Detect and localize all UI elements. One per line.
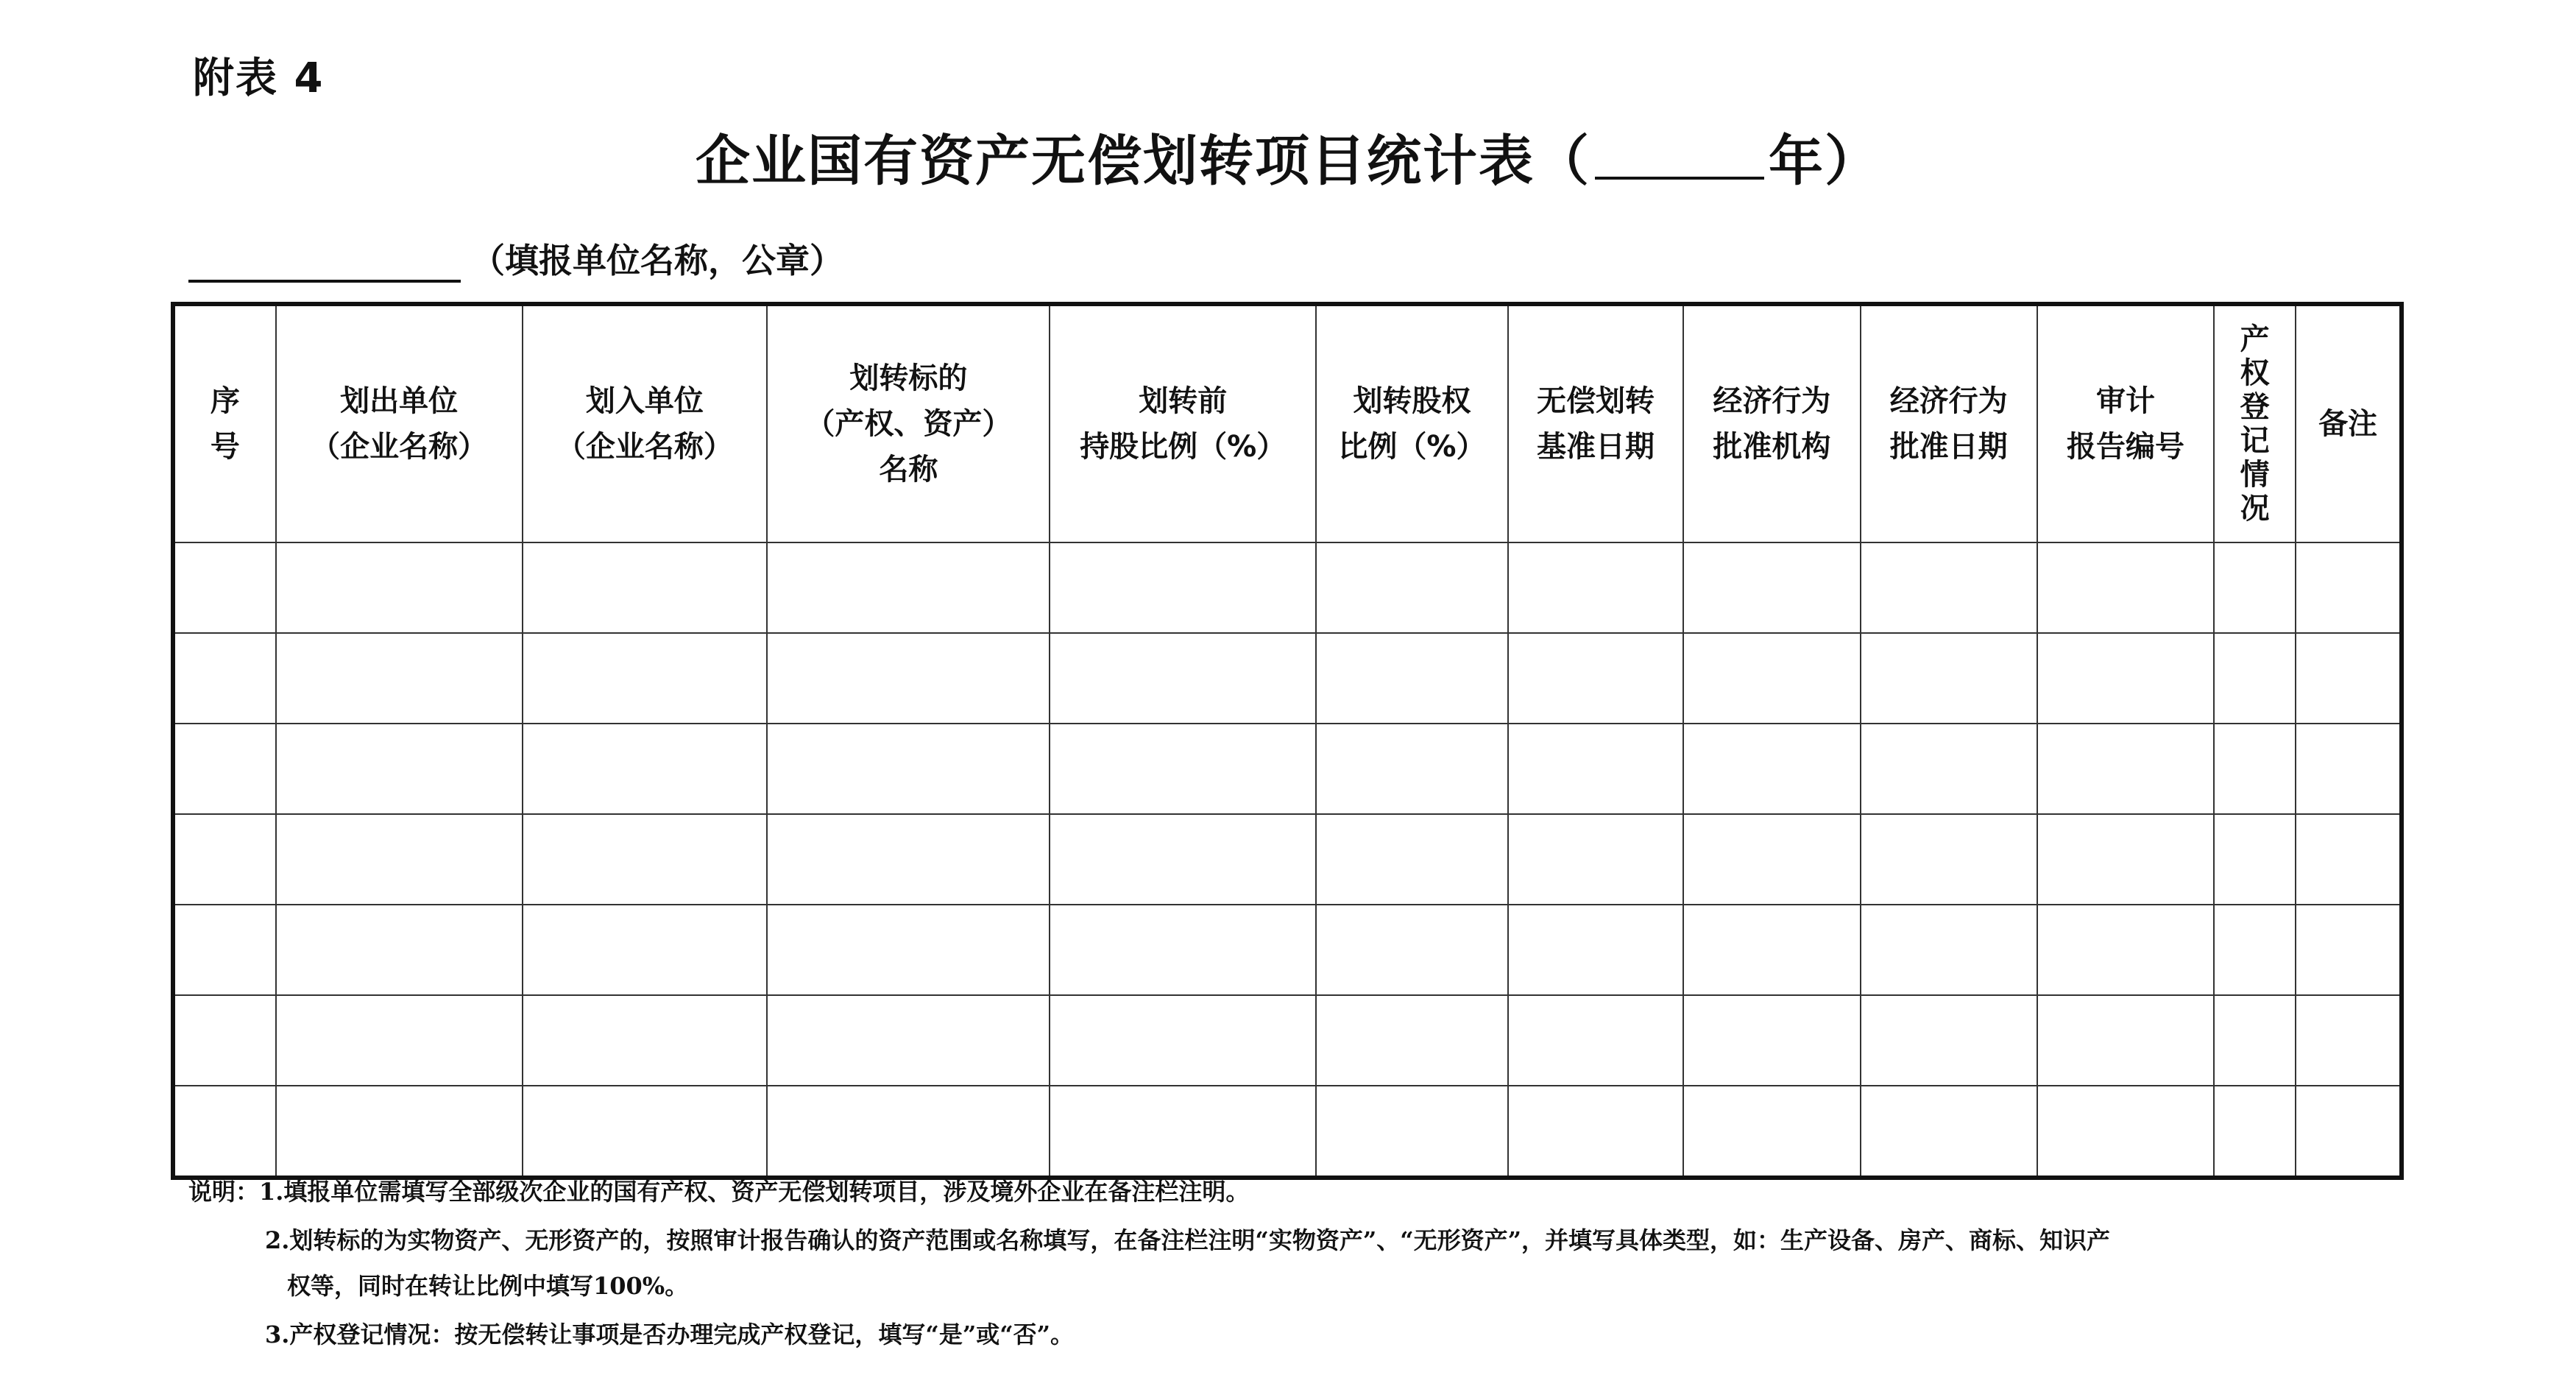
header-transfer-out-l2: （企业名称） <box>311 430 488 464</box>
table-cell[interactable] <box>523 1086 768 1178</box>
header-audit-report-l2: 报告编号 <box>2067 430 2185 464</box>
header-transfer-out <box>276 304 523 542</box>
header-remarks <box>2296 304 2402 542</box>
table-row <box>173 814 2402 905</box>
table-cell[interactable] <box>2037 995 2214 1086</box>
table-cell[interactable] <box>2037 724 2214 814</box>
table-cell[interactable] <box>523 995 768 1086</box>
table-cell[interactable] <box>1316 1086 1508 1178</box>
header-audit-report <box>2037 304 2214 542</box>
table-cell[interactable] <box>2037 814 2214 905</box>
table-cell[interactable] <box>767 1086 1050 1178</box>
table-cell[interactable] <box>767 633 1050 724</box>
header-serial-l1: 序 <box>210 384 240 418</box>
table-cell[interactable] <box>1508 633 1683 724</box>
header-target-l1: 划转标的 <box>849 361 968 395</box>
note-3: 3.产权登记情况：按无偿转让事项是否办理完成产权登记，填写“是”或“否”。 <box>265 1321 1075 1348</box>
notes-label: 说明： <box>188 1178 260 1206</box>
table-cell[interactable] <box>1861 1086 2037 1178</box>
header-target-l3: 名称 <box>879 453 938 487</box>
table-cell[interactable] <box>173 1086 276 1178</box>
table-cell[interactable] <box>767 542 1050 633</box>
table-cell[interactable] <box>276 633 523 724</box>
table-cell[interactable] <box>2296 542 2402 633</box>
table-cell[interactable] <box>1508 542 1683 633</box>
table-cell[interactable] <box>1508 905 1683 995</box>
header-transfer-out-l1: 划出单位 <box>340 384 459 418</box>
table-cell[interactable] <box>1683 724 1860 814</box>
table-cell[interactable] <box>767 995 1050 1086</box>
table-cell[interactable] <box>1683 995 1860 1086</box>
header-equity-ratio-l1: 划转股权 <box>1353 384 1471 418</box>
header-registration <box>2214 304 2296 542</box>
header-registration-l4: 记 <box>2240 424 2270 458</box>
table-cell[interactable] <box>1316 995 1508 1086</box>
table-cell[interactable] <box>1316 724 1508 814</box>
header-approval-date-l2: 批准日期 <box>1889 430 2008 464</box>
table-cell[interactable] <box>2214 905 2296 995</box>
header-approval-date <box>1861 304 2037 542</box>
header-remarks-l1: 备注 <box>2318 407 2378 441</box>
table-cell[interactable] <box>276 542 523 633</box>
table-cell[interactable] <box>2296 995 2402 1086</box>
table-cell[interactable] <box>173 542 276 633</box>
table-cell[interactable] <box>2214 633 2296 724</box>
table-cell[interactable] <box>1316 633 1508 724</box>
header-approval-org-l2: 批准机构 <box>1713 430 1831 464</box>
header-base-date <box>1508 304 1683 542</box>
year-blank-line <box>1595 132 1764 180</box>
table-cell[interactable] <box>1683 905 1860 995</box>
table-cell[interactable] <box>1316 814 1508 905</box>
table-cell[interactable] <box>767 724 1050 814</box>
table-cell[interactable] <box>1050 995 1316 1086</box>
table-cell[interactable] <box>2214 1086 2296 1178</box>
table-cell[interactable] <box>1508 724 1683 814</box>
table-cell[interactable] <box>276 724 523 814</box>
table-cell[interactable] <box>1861 724 2037 814</box>
table-cell[interactable] <box>1861 995 2037 1086</box>
header-equity-ratio-l2: 比例（%） <box>1338 430 1486 464</box>
table-cell[interactable] <box>2296 724 2402 814</box>
table-cell[interactable] <box>1050 724 1316 814</box>
table-cell[interactable] <box>767 814 1050 905</box>
table-cell[interactable] <box>276 814 523 905</box>
statistics-table <box>171 302 2404 1180</box>
header-registration-l6: 况 <box>2240 492 2270 526</box>
header-row <box>173 304 2402 542</box>
header-audit-report-l1: 审计 <box>2096 384 2156 418</box>
table-cell[interactable] <box>276 905 523 995</box>
table-row <box>173 995 2402 1086</box>
header-registration-l5: 情 <box>2240 458 2270 492</box>
table-cell[interactable] <box>2296 905 2402 995</box>
table-cell[interactable] <box>173 814 276 905</box>
table-cell[interactable] <box>1861 814 2037 905</box>
table-cell[interactable] <box>1683 814 1860 905</box>
table-cell[interactable] <box>523 724 768 814</box>
table-cell[interactable] <box>173 905 276 995</box>
table-cell[interactable] <box>523 633 768 724</box>
note-1: 1.填报单位需填写全部级次企业的国有产权、资产无偿划转项目，涉及境外企业在备注栏注明。 <box>259 1178 1250 1206</box>
table-row <box>173 724 2402 814</box>
table-row <box>173 1086 2402 1178</box>
table-cell[interactable] <box>2296 814 2402 905</box>
table-row <box>173 905 2402 995</box>
table-cell[interactable] <box>523 814 768 905</box>
table-cell[interactable] <box>2214 814 2296 905</box>
table-cell[interactable] <box>523 542 768 633</box>
header-equity-ratio <box>1316 304 1508 542</box>
page-title <box>0 118 2576 196</box>
table-cell[interactable] <box>2037 905 2214 995</box>
header-serial <box>173 304 276 542</box>
header-registration-l3: 登 <box>2240 390 2270 424</box>
header-base-date-l2: 基准日期 <box>1537 430 1655 464</box>
header-registration-l2: 权 <box>2240 356 2270 390</box>
header-target <box>767 304 1050 542</box>
title-suffix: 年） <box>1769 130 1880 193</box>
header-approval-org <box>1683 304 1860 542</box>
header-approval-date-l1: 经济行为 <box>1889 384 2008 418</box>
fill-unit-label: （填报单位名称，公章） <box>471 241 843 280</box>
note-2b: 权等，同时在转让比例中填写100%。 <box>287 1272 689 1300</box>
header-pre-ratio <box>1050 304 1316 542</box>
note-line-1 <box>188 1173 1249 1207</box>
table-cell[interactable] <box>2214 542 2296 633</box>
header-registration-l1: 产 <box>2240 322 2270 356</box>
table-cell[interactable] <box>1316 905 1508 995</box>
header-transfer-in-l1: 划入单位 <box>585 384 704 418</box>
table-cell[interactable] <box>523 905 768 995</box>
table-cell[interactable] <box>2037 542 2214 633</box>
table-body <box>173 542 2402 1178</box>
table-cell[interactable] <box>1508 995 1683 1086</box>
table-cell[interactable] <box>1683 633 1860 724</box>
header-transfer-in <box>523 304 768 542</box>
table-cell[interactable] <box>276 1086 523 1178</box>
table-cell[interactable] <box>1683 1086 1860 1178</box>
table-cell[interactable] <box>1316 542 1508 633</box>
header-target-l2: （产权、资产） <box>805 407 1012 441</box>
table-cell[interactable] <box>2037 1086 2214 1178</box>
table-cell[interactable] <box>1050 905 1316 995</box>
table-cell[interactable] <box>1508 1086 1683 1178</box>
table-row <box>173 542 2402 633</box>
table-cell[interactable] <box>1050 814 1316 905</box>
fill-unit-blank <box>188 243 461 283</box>
header-transfer-in-l2: （企业名称） <box>556 430 733 464</box>
table-cell[interactable] <box>1683 542 1860 633</box>
header-pre-ratio-l1: 划转前 <box>1139 384 1228 418</box>
table-cell[interactable] <box>2296 1086 2402 1178</box>
table-cell[interactable] <box>1861 542 2037 633</box>
table-cell[interactable] <box>2037 633 2214 724</box>
table-row <box>173 633 2402 724</box>
appendix-label: 附表 4 <box>193 54 325 102</box>
note-2a: 2.划转标的为实物资产、无形资产的，按照审计报告确认的资产范围或名称填写，在备注栏注明“实物资产”、“无形资产”，并填写具体类型，如：生产设备、房产、商标、知识产 <box>265 1226 2111 1254</box>
table-cell[interactable] <box>1050 633 1316 724</box>
header-pre-ratio-l2: 持股比例（%） <box>1080 430 1287 464</box>
header-approval-org-l1: 经济行为 <box>1713 384 1831 418</box>
table-cell[interactable] <box>173 633 276 724</box>
table-cell[interactable] <box>2214 724 2296 814</box>
table-cell[interactable] <box>767 905 1050 995</box>
table-cell[interactable] <box>276 995 523 1086</box>
header-serial-l2: 号 <box>210 430 240 464</box>
table-cell[interactable] <box>1050 542 1316 633</box>
table-cell[interactable] <box>1861 633 2037 724</box>
table-cell[interactable] <box>2296 633 2402 724</box>
table-cell[interactable] <box>1508 814 1683 905</box>
table-cell[interactable] <box>173 995 276 1086</box>
header-base-date-l1: 无偿划转 <box>1537 384 1655 418</box>
table-cell[interactable] <box>1050 1086 1316 1178</box>
fill-unit-line <box>188 234 843 283</box>
table-cell[interactable] <box>2214 995 2296 1086</box>
title-main: 企业国有资产无偿划转项目统计表（ <box>696 130 1590 193</box>
table-cell[interactable] <box>173 724 276 814</box>
table-cell[interactable] <box>1861 905 2037 995</box>
